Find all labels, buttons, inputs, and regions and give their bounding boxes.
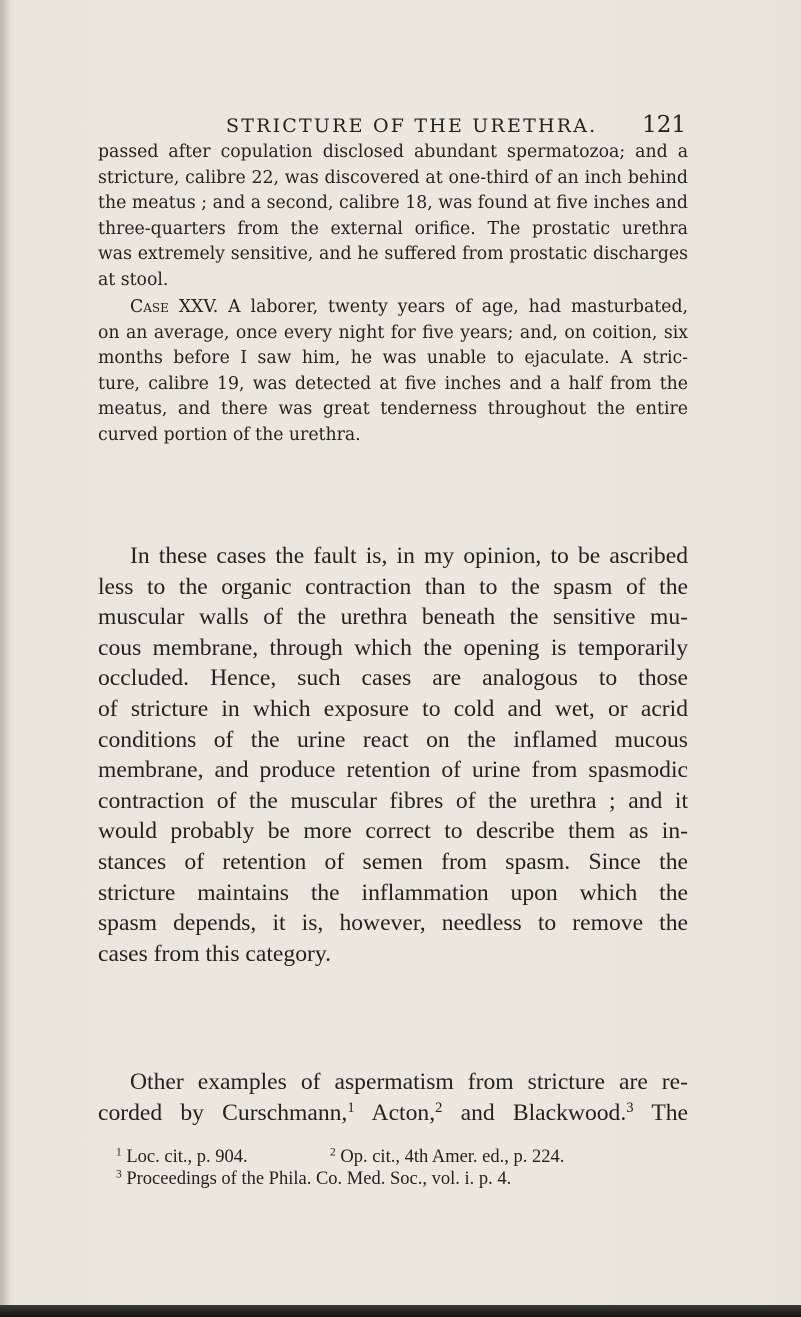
footnote-1 — [116, 1147, 248, 1167]
footnote-marker: 3 — [116, 1168, 122, 1181]
text-line — [98, 295, 688, 321]
text-line: muscular walls of the urethra beneath the sensitive mu- — [98, 604, 688, 631]
footnotes — [116, 1146, 676, 1190]
text-line: occluded. Hence, such cases are analogous to those — [98, 665, 688, 692]
text-line: Other examples of aspermatism from stricture are re- — [130, 1069, 688, 1095]
text-line: months before I saw him, he was unable to ejaculate. A stric- — [98, 348, 688, 369]
text-line: three-quarters from the external orifice. The prostatic urethra — [98, 218, 688, 239]
footnote-3 — [116, 1169, 511, 1189]
footnote-ref-2[interactable]: 2 — [435, 1099, 443, 1116]
text-line: conditions of the urine react on the inflamed mucous — [98, 726, 688, 753]
text-line: on an average, once every night for five years; and, on coition, six — [98, 322, 688, 343]
footnote-marker: 2 — [330, 1146, 336, 1159]
footnote-marker: 1 — [116, 1146, 122, 1159]
running-title: STRICTURE OF THE URETHRA. — [226, 115, 598, 137]
text-line: passed after copulation disclosed abundant spermatozoa; and a — [98, 142, 688, 162]
text-line: In these cases the fault is, in my opinion, to be ascribed — [130, 543, 688, 569]
footnote-ref-1[interactable]: 1 — [347, 1099, 355, 1116]
paragraph-case-continuation — [98, 140, 688, 294]
text-line: cases from this category. — [98, 940, 332, 967]
footnote-row — [116, 1168, 676, 1190]
text-line: curved portion of the urethra. — [98, 424, 361, 445]
text-line: stricture maintains the inflammation upon which the — [98, 879, 688, 906]
footnote-row — [116, 1146, 676, 1168]
text-line: the meatus ; and a second, calibre 18, was found at five inches and — [98, 193, 688, 214]
text-line: was extremely sensitive, and he suffered from prostatic discharges — [98, 244, 688, 265]
page-bottom-edge — [0, 1305, 801, 1317]
text-line: of stricture in which exposure to cold and wet, or acrid — [98, 695, 688, 722]
spine-shadow — [0, 0, 10, 1317]
text-line: cous membrane, through which the opening is temporarily — [98, 634, 688, 661]
text-line: ture, calibre 19, was detected at five inches and a half from the — [98, 373, 688, 394]
text-line: membrane, and produce retention of urine from spasmodic — [98, 757, 688, 784]
text-line: would probably be more correct to describe them as in- — [98, 818, 688, 845]
text-line: contraction of the muscular fibres of the urethra ; and it — [98, 787, 688, 814]
footnote-2 — [330, 1146, 564, 1168]
page-number: 121 — [642, 112, 686, 138]
paragraph-discussion — [98, 541, 688, 969]
text-line — [98, 1098, 688, 1129]
citation-text: Acton, — [354, 1099, 436, 1126]
footnote-text: Loc. cit., p. 904. — [121, 1147, 248, 1167]
text-line: at stool. — [98, 269, 169, 290]
case-first-line: A laborer, twenty years of age, had masturbated, — [218, 297, 689, 317]
text-line: stricture, calibre 22, was discovered at one-third of an inch behind — [98, 167, 688, 188]
footnote-text: Op. cit., 4th Amer. ed., p. 224. — [335, 1147, 565, 1167]
case-label: Case XXV. — [130, 297, 219, 317]
text-line: stances of retention of semen from spasm. Since the — [98, 848, 688, 875]
citation-text: corded by Curschmann, — [98, 1099, 348, 1126]
paragraph-case-xxv — [98, 295, 688, 449]
running-head — [226, 112, 686, 142]
text-line: less to the organic contraction than to the spasm of the — [98, 573, 688, 600]
text-line: spasm depends, it is, however, needless to remove the — [98, 910, 688, 937]
text-line: meatus, and there was great tenderness throughout the entire — [98, 399, 688, 420]
citation-text: and Blackwood. — [442, 1099, 627, 1126]
footnote-ref-3[interactable]: 3 — [626, 1099, 634, 1116]
footnote-text: Proceedings of the Phila. Co. Med. Soc., vol. i. p. 4. — [121, 1169, 512, 1189]
paragraph-other-examples — [98, 1067, 688, 1128]
citation-text: The — [633, 1099, 688, 1126]
